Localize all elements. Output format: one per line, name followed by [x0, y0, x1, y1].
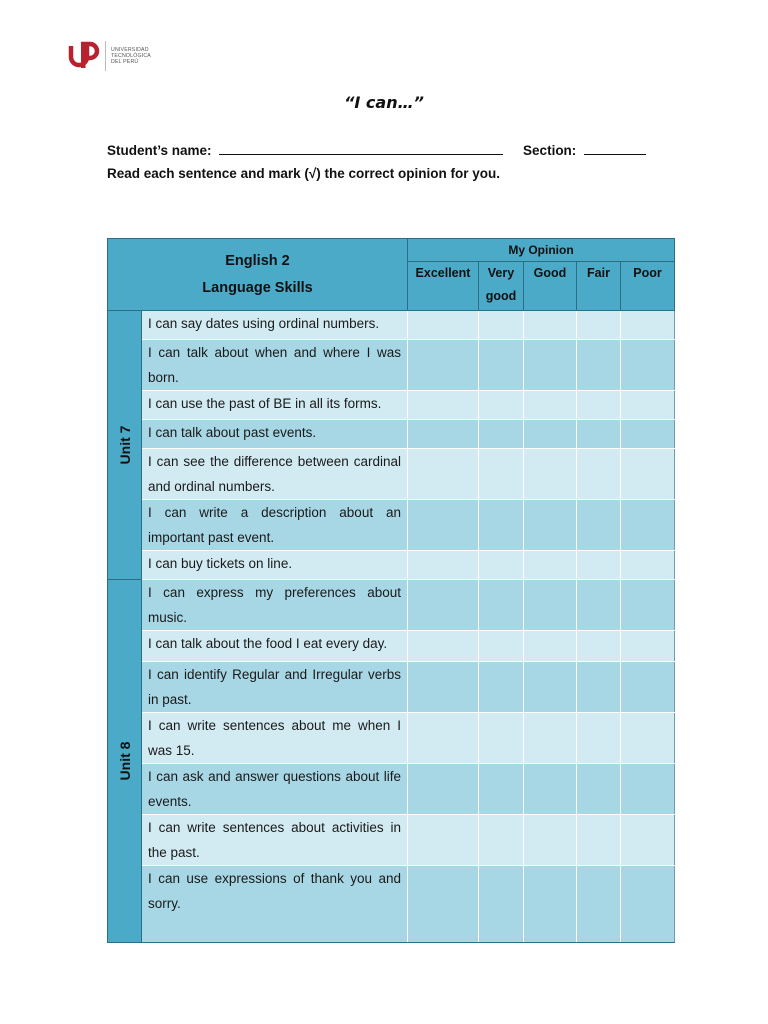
opinion-checkbox-excellent[interactable] [408, 713, 479, 764]
opinion-checkbox-very-good[interactable] [479, 500, 524, 551]
opinion-checkbox-excellent[interactable] [408, 391, 479, 420]
opinion-checkbox-very-good[interactable] [479, 391, 524, 420]
opinion-header: My Opinion [408, 239, 675, 262]
opinion-checkbox-very-good[interactable] [479, 580, 524, 631]
unit-label: Unit 8 [116, 741, 133, 781]
opinion-checkbox-poor[interactable] [621, 340, 675, 391]
opinion-checkbox-very-good[interactable] [479, 631, 524, 662]
table-row [108, 311, 675, 340]
opinion-checkbox-good[interactable] [524, 815, 577, 866]
opinion-column-fair: Fair [577, 262, 621, 311]
table-row [108, 764, 675, 815]
course-name: English 2 [225, 252, 290, 269]
student-name-label: Student’s name: [107, 143, 212, 158]
opinion-checkbox-fair[interactable] [577, 391, 621, 420]
opinion-checkbox-fair[interactable] [577, 815, 621, 866]
skill-statement: I can write sentences about me when I was 15. [142, 713, 408, 764]
opinion-checkbox-excellent[interactable] [408, 449, 479, 500]
table-row [108, 866, 675, 943]
opinion-checkbox-very-good[interactable] [479, 420, 524, 449]
table-row [108, 713, 675, 764]
opinion-checkbox-excellent[interactable] [408, 551, 479, 580]
opinion-checkbox-very-good[interactable] [479, 662, 524, 713]
opinion-checkbox-poor[interactable] [621, 420, 675, 449]
opinion-checkbox-very-good[interactable] [479, 449, 524, 500]
section-label: Section: [523, 143, 577, 158]
opinion-checkbox-poor[interactable] [621, 764, 675, 815]
opinion-checkbox-very-good[interactable] [479, 551, 524, 580]
opinion-checkbox-good[interactable] [524, 662, 577, 713]
table-row [108, 391, 675, 420]
table-row [108, 500, 675, 551]
opinion-checkbox-good[interactable] [524, 866, 577, 943]
opinion-checkbox-fair[interactable] [577, 580, 621, 631]
table-row [108, 551, 675, 580]
skill-statement: I can say dates using ordinal numbers. [142, 311, 408, 340]
table-row [108, 340, 675, 391]
skill-statement: I can talk about when and where I was born. [142, 340, 408, 391]
skill-statement: I can write a description about an important past event. [142, 500, 408, 551]
skills-heading: Language Skills [202, 279, 313, 296]
opinion-checkbox-poor[interactable] [621, 391, 675, 420]
opinion-checkbox-very-good[interactable] [479, 311, 524, 340]
opinion-checkbox-fair[interactable] [577, 713, 621, 764]
self-assessment-table [107, 238, 675, 943]
opinion-checkbox-poor[interactable] [621, 449, 675, 500]
opinion-checkbox-good[interactable] [524, 500, 577, 551]
opinion-checkbox-excellent[interactable] [408, 311, 479, 340]
page-title: “I can…” [344, 93, 424, 112]
opinion-checkbox-fair[interactable] [577, 500, 621, 551]
opinion-column-excellent: Excellent [408, 262, 479, 311]
opinion-checkbox-fair[interactable] [577, 449, 621, 500]
table-row [108, 631, 675, 662]
opinion-checkbox-good[interactable] [524, 311, 577, 340]
table-row [108, 449, 675, 500]
opinion-checkbox-fair[interactable] [577, 866, 621, 943]
opinion-checkbox-poor[interactable] [621, 500, 675, 551]
opinion-checkbox-fair[interactable] [577, 420, 621, 449]
skill-statement: I can see the difference between cardinal and ordinal numbers. [142, 449, 408, 500]
opinion-column-poor: Poor [621, 262, 675, 311]
opinion-checkbox-poor[interactable] [621, 551, 675, 580]
unit-label: Unit 7 [116, 425, 133, 465]
opinion-checkbox-fair[interactable] [577, 631, 621, 662]
opinion-column-good: Good [524, 262, 577, 311]
opinion-checkbox-excellent[interactable] [408, 764, 479, 815]
opinion-checkbox-good[interactable] [524, 631, 577, 662]
opinion-checkbox-poor[interactable] [621, 713, 675, 764]
opinion-checkbox-good[interactable] [524, 580, 577, 631]
opinion-checkbox-poor[interactable] [621, 662, 675, 713]
opinion-checkbox-very-good[interactable] [479, 340, 524, 391]
opinion-checkbox-fair[interactable] [577, 340, 621, 391]
opinion-checkbox-good[interactable] [524, 551, 577, 580]
opinion-checkbox-good[interactable] [524, 391, 577, 420]
opinion-checkbox-very-good[interactable] [479, 764, 524, 815]
skill-statement: I can express my preferences about music. [142, 580, 408, 631]
opinion-checkbox-fair[interactable] [577, 662, 621, 713]
logo-divider [105, 41, 106, 71]
logo-text-line: TECNOLÓGICA [111, 53, 151, 59]
opinion-checkbox-excellent[interactable] [408, 662, 479, 713]
section-field[interactable] [584, 142, 646, 155]
opinion-checkbox-excellent[interactable] [408, 631, 479, 662]
instructions: Read each sentence and mark (√) the correct opinion for you. [107, 166, 500, 181]
opinion-checkbox-very-good[interactable] [479, 713, 524, 764]
opinion-checkbox-very-good[interactable] [479, 866, 524, 943]
opinion-checkbox-excellent[interactable] [408, 866, 479, 943]
opinion-checkbox-excellent[interactable] [408, 815, 479, 866]
opinion-checkbox-good[interactable] [524, 340, 577, 391]
opinion-checkbox-good[interactable] [524, 420, 577, 449]
opinion-checkbox-good[interactable] [524, 449, 577, 500]
skill-statement: I can talk about past events. [142, 420, 408, 449]
unit-label-cell [108, 580, 142, 943]
opinion-checkbox-excellent[interactable] [408, 420, 479, 449]
table-row [108, 580, 675, 631]
opinion-checkbox-excellent[interactable] [408, 580, 479, 631]
opinion-column-very-good: Very good [479, 262, 524, 311]
skill-statement: I can use expressions of thank you and sorry. [142, 866, 408, 943]
opinion-checkbox-poor[interactable] [621, 311, 675, 340]
student-info-line [107, 142, 646, 158]
table-body [108, 311, 675, 943]
unit-label-cell [108, 311, 142, 580]
table-row [108, 662, 675, 713]
opinion-checkbox-good[interactable] [524, 764, 577, 815]
opinion-checkbox-poor[interactable] [621, 631, 675, 662]
utp-logo-icon [68, 40, 102, 72]
opinion-checkbox-fair[interactable] [577, 764, 621, 815]
skill-statement: I can identify Regular and Irregular verbs in past. [142, 662, 408, 713]
table-row [108, 420, 675, 449]
skill-statement: I can ask and answer questions about life events. [142, 764, 408, 815]
opinion-checkbox-poor[interactable] [621, 866, 675, 943]
table-row [108, 815, 675, 866]
opinion-checkbox-poor[interactable] [621, 580, 675, 631]
logo-text [111, 47, 151, 65]
opinion-checkbox-excellent[interactable] [408, 500, 479, 551]
student-name-field[interactable] [219, 142, 503, 155]
opinion-checkbox-very-good[interactable] [479, 815, 524, 866]
opinion-checkbox-excellent[interactable] [408, 340, 479, 391]
opinion-checkbox-fair[interactable] [577, 311, 621, 340]
table-header-skills [108, 239, 408, 311]
skill-statement: I can talk about the food I eat every day. [142, 631, 408, 662]
logo-text-line: DEL PERÚ [111, 59, 139, 65]
skill-statement: I can buy tickets on line. [142, 551, 408, 580]
university-logo [68, 36, 160, 76]
opinion-checkbox-poor[interactable] [621, 815, 675, 866]
skill-statement: I can write sentences about activities in the past. [142, 815, 408, 866]
opinion-checkbox-good[interactable] [524, 713, 577, 764]
logo-text-line: UNIVERSIDAD [111, 47, 149, 53]
skill-statement: I can use the past of BE in all its forms. [142, 391, 408, 420]
opinion-checkbox-fair[interactable] [577, 551, 621, 580]
